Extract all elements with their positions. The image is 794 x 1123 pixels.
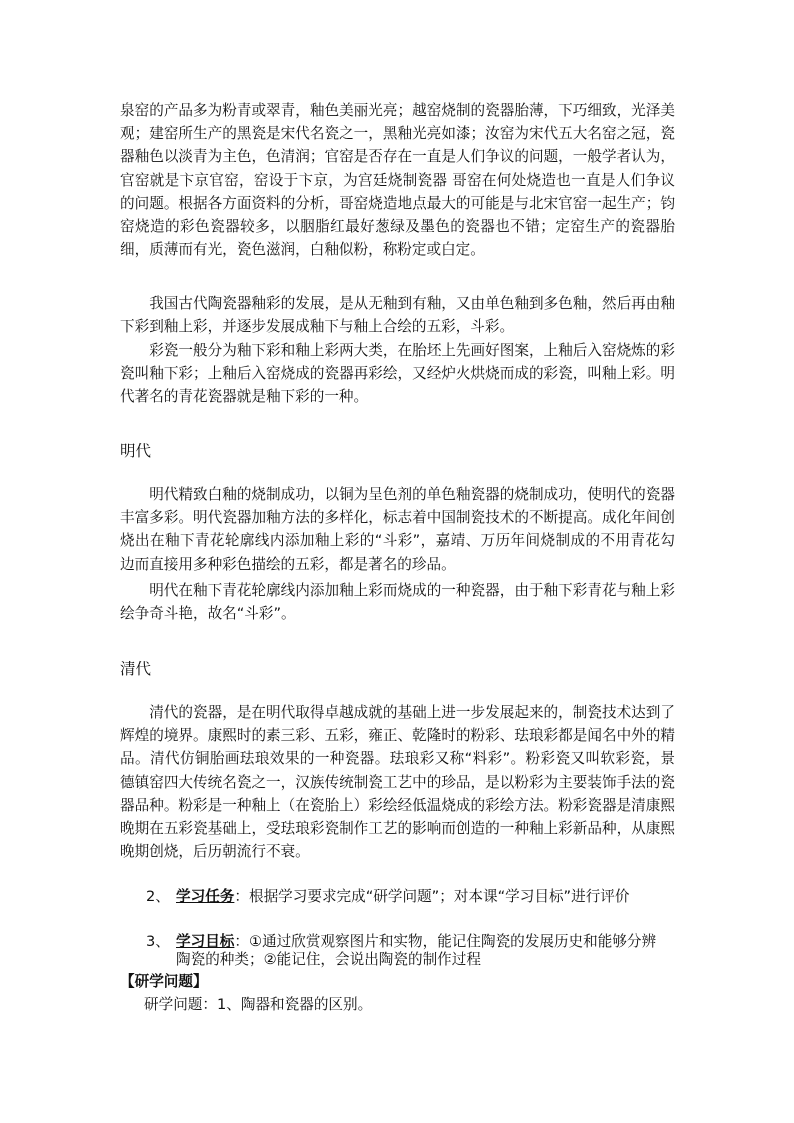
research-question-1: 研学问题：1、陶器和瓷器的区别。	[144, 996, 373, 1013]
list-text: ：①通过欣赏观察图片和实物，能记住陶瓷的发展历史和能够分辨陶瓷的种类；②能记住，会说出陶瓷的制作过程	[176, 933, 657, 968]
qing-heading: 清代	[120, 660, 152, 678]
intro-paragraph-2: 我国古代陶瓷器釉彩的发展，是从无釉到有釉，又由单色釉到多色釉，然后再由釉下彩到釉上彩，并逐步发展成釉下与釉上合绘的五彩，斗彩。	[120, 295, 675, 336]
list-term: 学习目标	[176, 933, 235, 950]
ming-paragraph-1: 明代精致白釉的烧制成功，以铜为呈色剂的单色釉瓷器的烧制成功，使明代的瓷器丰富多彩。明代瓷器加釉方法的多样化，标志着中国制瓷技术的不断提高。成化年间创烧出在釉下青花轮廓线内添加釉上彩的“斗彩”，嘉靖、万历年间烧制成的不用青花勾边而直接用多种彩色描绘的五彩，都是著名的珍品。	[120, 486, 675, 573]
intro-paragraph-3: 彩瓷一般分为釉下彩和釉上彩两大类，在胎坯上先画好图案，上釉后入窑烧炼的彩瓷叫釉下彩；上釉后入窑烧成的瓷器再彩绘，又经炉火烘烧而成的彩瓷，叫釉上彩。明代著名的青花瓷器就是釉下彩的一种。	[120, 342, 675, 406]
research-section-tag: 【研学问题】	[120, 973, 208, 990]
list-number: 2、	[146, 888, 170, 905]
list-body	[176, 933, 670, 969]
list-item-learning-task	[120, 888, 680, 928]
ming-heading: 明代	[120, 442, 152, 460]
list-number: 3、	[146, 933, 170, 950]
intro-paragraph-1: 泉窑的产品多为粉青或翠青，釉色美丽光亮；越窑烧制的瓷器胎薄，下巧细致，光泽美观；建窑所生产的黑瓷是宋代名瓷之一，黑釉光亮如漆；汝窑为宋代五大名窑之冠，瓷器釉色以淡青为主色，色清润；官窑是否存在一直是人们争议的问题，一般学者认为，官窑就是卞京官窑，窑设于卞京，为宫廷烧制瓷器 哥窑在何处烧造也一直是人们争议的问题。根据各方面资料的分析，哥窑烧造地点最大的可能是与北宋官窑一起生产；钧窑烧造的彩色瓷器较多，以胭脂红最好葱绿及墨色的瓷器也不错；定窑生产的瓷器胎细，质薄而有光，瓷色滋润，白釉似粉，称粉定或白定。	[120, 102, 675, 259]
list-body	[176, 888, 670, 906]
qing-paragraph-1: 清代的瓷器，是在明代取得卓越成就的基础上进一步发展起来的，制瓷技术达到了辉煌的境界。康熙时的素三彩、五彩，雍正、乾隆时的粉彩、珐琅彩都是闻名中外的精品。清代仿铜胎画珐琅效果的一种瓷器。珐琅彩又称“料彩”。粉彩瓷又叫软彩瓷，景德镇窑四大传统名瓷之一，汉族传统制瓷工艺中的珍品，是以粉彩为主要装饰手法的瓷器品种。粉彩是一种釉上（在瓷胎上）彩绘经低温烧成的彩绘方法。粉彩瓷器是清康熙晚期在五彩瓷基础上，受珐琅彩瓷制作工艺的影响而创造的一种釉上彩新品种，从康熙晚期创烧，后历朝流行不衰。	[120, 704, 675, 861]
list-item-learning-goal	[120, 933, 680, 973]
ming-paragraph-2: 明代在釉下青花轮廓线内添加釉上彩而烧成的一种瓷器，由于釉下彩青花与釉上彩绘争奇斗艳，故名“斗彩”。	[120, 582, 675, 623]
list-term: 学习任务	[176, 888, 235, 905]
list-text: ：根据学习要求完成“研学问题”；对本课“学习目标”进行评价	[234, 888, 630, 905]
